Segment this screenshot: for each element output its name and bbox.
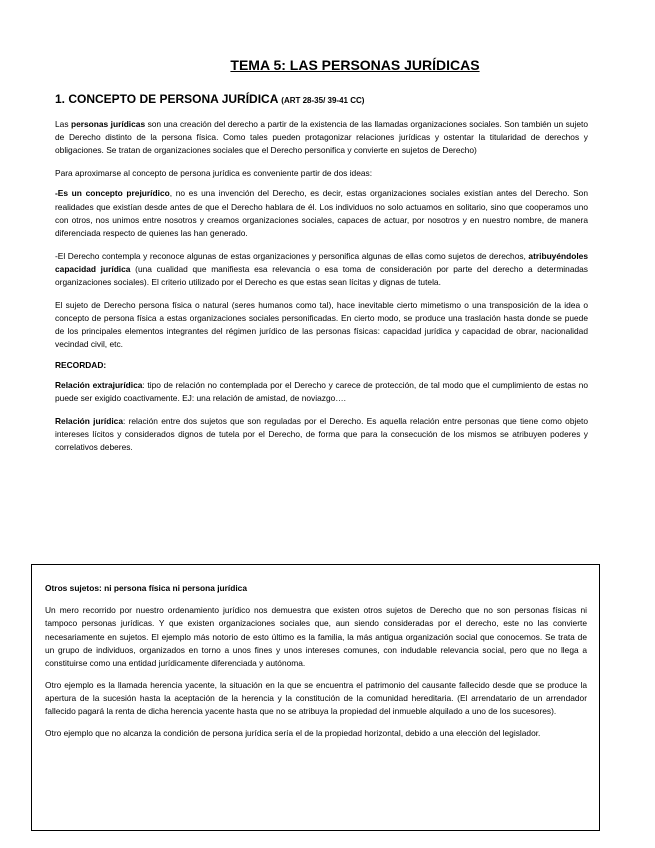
term-prejuridico: -Es un concepto prejurídico <box>55 188 170 199</box>
paragraph-intro-ideas: Para aproximarse al concepto de persona jurídica es conveniente partir de dos ideas: <box>55 168 373 179</box>
term-capacidad-juridica: atribuyéndoles capacidad jurídica <box>55 250 588 274</box>
box-paragraph-2: Otro ejemplo es la llamada herencia yacente, la situación en la que se encuentra el patrimonio del causante fallecido desde que se produce la apertura de la sucesión hasta la aceptación de la herencia y la constitución de la comunidad hereditaria. (El arrendatario de un arrendador fallecido pagará la renta de dicha herencia yacente hasta que no se atribuya la propiedad del inmueble alquilado a uno de los sucesores). <box>45 679 587 717</box>
paragraph-mimetismo: El sujeto de Derecho persona física o natural (seres humanos como tal), hace inevitable cierto mimetismo o una transposición de la idea o concepto de persona física a estas organizaciones sociales personificadas. En cierto modo, se produce una traslación hasta donde se puede de los principales elementos integrantes del régimen jurídico de las personas físicas: capacidad jurídica y capacidad de obrar, nacionalidad vecindad civil, etc. <box>55 299 588 350</box>
page-title: TEMA 5: LAS PERSONAS JURÍDICAS <box>230 57 480 73</box>
otros-sujetos-box <box>31 564 600 831</box>
article-references: (ART 28-35/ 39-41 CC) <box>281 96 365 105</box>
section-heading <box>55 92 364 106</box>
paragraph-relacion-extrajuridica: Relación extrajurídica: tipo de relación no contemplada por el Derecho y carece de protección, de tal modo que el cumplimiento de estas no puede ser exigido coactivamente. EJ: una relación de amistad, de noviazgo…. <box>55 379 588 403</box>
paragraph-idea-1: -Es un concepto prejurídico, no es una invención del Derecho, es decir, estas organizaciones sociales existían antes del Derecho. Son realidades que existían desde antes de que el Derecho hablara de él. Los individuos no solo actuamos en solitario, sino que cooperamos uno con otros, nos unimos entre nosotros y creamos organizaciones sociales, capaces de actuar, por nosotros y en nuestro nombre, de manera diferenciada respecto de quienes las han generado. <box>55 188 588 238</box>
term-relacion-juridica: Relación jurídica <box>55 415 123 426</box>
term-relacion-extrajuridica: Relación extrajurídica <box>55 379 143 390</box>
paragraph-idea-2: -El Derecho contempla y reconoce algunas de estas organizaciones y personifica algunas de ellas como sujetos de derechos, atribuyéndoles capacidad jurídica (una cualidad que manifiesta esa relevancia o esa toma de consideración por parte del derecho a determinadas organizaciones sociales). El criterio utilizado por el Derecho es que estas sean lícitas y dignas de tutela. <box>55 250 588 288</box>
box-title: Otros sujetos: ni persona física ni persona jurídica <box>45 583 247 593</box>
box-paragraph-3: Otro ejemplo que no alcanza la condición de persona jurídica sería el de la propiedad horizontal, debido a una elección del legislador. <box>45 727 541 738</box>
recordad-label: RECORDAD: <box>55 359 107 370</box>
paragraph-definition: Las personas jurídicas son una creación del derecho a partir de la existencia de las llamadas organizaciones sociales. Son también un sujeto de Derecho distinto de la persona física. Como tales pueden protagonizar relaciones jurídicas y ostentar la titularidad de derechos y obligaciones. Se tratan de organizaciones sociales que el Derecho personifica y convierte en sujetos de Derecho) <box>55 119 588 156</box>
main-content <box>55 118 588 464</box>
box-paragraph-1: Un mero recorrido por nuestro ordenamiento jurídico nos demuestra que existen otros sujetos de Derecho que no son personas físicas ni tampoco personas jurídicas. Y que existen organizaciones sociales que, aun siendo consideradas por el derecho, este no las convierte necesariamente en sujetos. El ejemplo más notorio de esto último es la familia, la más antigua organización social que conocemos. Se trata de un grupo de individuos, organizados en torno a unos fines y unos intereses comunes, con indudable relevancia social, pero que no llega a constituirse como una entidad jurídicamente diferenciada y autónoma. <box>45 605 587 669</box>
paragraph-relacion-juridica: Relación jurídica: relación entre dos sujetos que son reguladas por el Derecho. Es aquella relación entre personas que tiene como objeto intereses lícitos y considerados dignos de tutela por el Derecho, de forma que para la consecución de los mismos se atribuyen poderes y correlativos deberes. <box>55 415 588 453</box>
term-personas-juridicas: personas jurídicas <box>70 119 146 129</box>
section-heading-text: 1. CONCEPTO DE PERSONA JURÍDICA <box>55 92 278 106</box>
